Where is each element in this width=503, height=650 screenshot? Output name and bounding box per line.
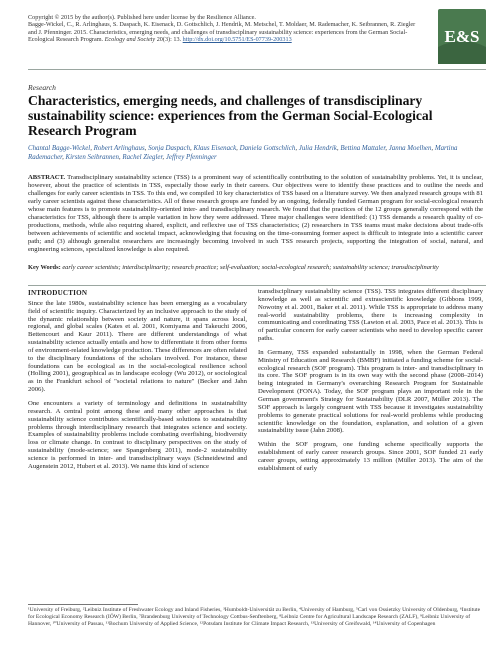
author-separator: , (118, 153, 123, 161)
footnote-rule (28, 604, 138, 605)
header-rule (28, 69, 486, 70)
journal-volume: 20(3): 13. (156, 36, 182, 44)
copyright-line: Copyright © 2015 by the author(s). Published here under license by the Resilience Alliance. (28, 14, 256, 21)
citation-header (28, 14, 424, 44)
author-name[interactable]: Julia Hendrik (298, 145, 337, 152)
left-column (28, 288, 247, 477)
author-name[interactable]: Sonja Daspach (148, 145, 191, 152)
author-separator: , (90, 145, 94, 152)
body-paragraph: In Germany, TSS expanded substantially in 1998, when the German Federal Ministry of Education and Research (BMBF) initiated a funding scheme for social-ecological research (SOF program). This program is inter- and transdisciplinary in its core. The SOF program is in its own way with the second phase (2008–2014) being integrated in Germany's overarching Research Program for Sustainable Development (FONA). Today, the SOF program plays an important role in the German government's Strategy for Sustainability (DLR 2007, Müller 2013). The SOF approach is largely congruent with TSS because it investigates sustainability problems to generate practical solutions for real-world problems while producing scientific knowledge on the foundation, explanation, and solution of a given sustainability issue (Jahn 2008). (258, 348, 483, 435)
right-column (258, 288, 483, 479)
body-paragraph: Within the SOF program, one funding scheme specifically supports the establishment of early career research groups. Since 2001, SOF funded 21 early career groups, setting approximately 13 million (Müller 2013). The aim of the establishment of early (258, 441, 483, 472)
author-separator: , (385, 145, 389, 152)
introduction-heading: INTRODUCTION (28, 289, 88, 297)
article-title: Characteristics, emerging needs, and challenges of transdisciplinary sustainability science: experiences from the German Social-Ecological Research Program (28, 93, 433, 139)
body-paragraph: One encounters a variety of terminology and definitions in sustainability research. A central point among these and many other approaches is that sustainability science contributes scientifically-based solutions to sustainability problems through interdisciplinary research that integrates science and society. Examples of sustainability problems include combating overfishing, biodiversity loss or climate change. In contrast to disciplinary perspectives on the study of sustainability (mode-science; see Spangenberg 2011), mode-2 sustainability science is performed in inter- and transdisciplinary ways (Schneidewind and Augenstein 2012, Hubert et al. 2013). We name this kind of science (28, 399, 247, 470)
author-separator: , (190, 145, 194, 152)
keywords-label: Key Words: (28, 264, 61, 271)
section-label: Research (28, 83, 56, 92)
author-name[interactable]: Martina Rademacher (28, 145, 458, 161)
author-name[interactable]: Robert Arlinghaus (93, 145, 145, 152)
author-name[interactable]: Jeffrey Pfenninger (165, 153, 217, 161)
journal-name: Ecology and Society (104, 36, 156, 44)
author-name[interactable]: Chantal Bagge-Wickel (28, 145, 91, 152)
author-separator: , (162, 153, 166, 161)
keywords-terms: early career scientists; interdisciplinarity; research practice; self-evaluation; social-ecological research; sustainability science; transdisciplinarity (62, 264, 439, 271)
author-name[interactable]: Janna Moelhen (388, 145, 432, 152)
doi-link[interactable]: http://dx.doi.org/10.5751/ES-07739-200313 (182, 36, 292, 44)
citation-text (28, 21, 424, 43)
author-name[interactable]: Bettina Mattaler (340, 145, 386, 152)
author-name[interactable]: Rachel Ziegler (122, 153, 163, 161)
abstract-label: ABSTRACT. (28, 174, 66, 181)
author-separator: , (295, 145, 299, 152)
journal-logo (438, 9, 486, 64)
author-name[interactable]: Kirsten Seibrannen (65, 153, 119, 161)
abstract-text: Transdisciplinary sustainability science (TSS) is a prominent way of scientifically contributing to the solution of sustainability problems. Yet, it is unclear, however, about the practice of scientists in TSS, especially those early in their careers. Our objectives were to identify these practices and to outline the needs and challenges for early career scientists in TSS. To this end, we compiled 10 key characteristics of TSS based on a literature survey. We then analyzed research groups with 81 early career scientists against these characteristics. All of these research groups are funded by an ongoing, federally funded German program for social-ecological research whose main features is to promote sustainability-oriented inter- and transdisciplinary research. We found that the practices of the 12 groups generally correspond with the characteristics for TSS, although there is ample variation in how they were addressed. Three major challenges were identified: (1) TSS demands a research quality of co-productions, methods, while also requiring shared, explicit, and reflexive use of TSS characteristics; (2) researchers in TSS teams must make decisions about trade-offs between achievements of scientific and societal impact, acknowledging that focusing on the time-consuming former aspect is difficult to integrate into a scientific career path; and (3) although generalist researchers are increasingly becoming involved in such TSS research projects, supporting the integration of social, natural, and engineering sciences, specialized knowledge is also required. (28, 174, 484, 253)
author-separator: , (236, 145, 240, 152)
author-list (28, 145, 483, 162)
abstract-rule (28, 285, 486, 286)
author-separator: , (431, 145, 435, 152)
body-paragraph: Since the late 1980s, sustainability science has been emerging as a vocabulary field of scientific inquiry. Characterized by an inclusive approach to the study of the dynamic relationship between society and nature, it spans across local, regional, and global scales (Kates et al. 2001, Komiyama and Takeuchi 2006, Bettencourt and Kaur 2011). There are different understandings of what sustainability science actually entails and how to differentiate it from other forms of environment-related knowledge production. These differences are often related to the disciplinary foundations of the scholars involved. For instance, these foundations can be ecological as in the social-ecological resilience school (Holling 2001), geographical as in landscape ecology (Wu 2012), or sociological as in the Frankfurt school of "societal relations to nature" (Becker and Jahn 2006). (28, 299, 247, 394)
author-separator: , (336, 145, 341, 152)
author-separator: , (62, 153, 66, 161)
affiliations-footnote: ¹University of Freiburg, ²Leibniz Institute of Freshwater Ecology and Inland Fisheries, ³Humboldt-Universität zu Berlin, ⁴University of Hamburg, ⁵Carl von Ossietzky University of Oldenburg, ⁶Institute for Ecological Economy Research (IÖW) Berlin, ⁷Brandenburg University of Technology Cottbus-Senftenberg, ⁸Leibniz Centre for Agricultural Landscape Research (ZALF), ⁹Leibniz University of Hannover, ¹⁰University of Passau, ¹¹Bochum University of Applied Science, ¹²Potsdam Institute for Climate Impact Research, ¹³University of Greifswald, ¹⁴University of Copenhagen (28, 607, 481, 627)
author-separator: , (144, 145, 149, 152)
citation-body: Bagge-Wickel, C., R. Arlinghaus, S. Daspach, K. Eisenack, D. Gottschlich, J. Hendrik, M. Metschel, T. Moldaer, M. Rademacher, K. Seibrannen, R. Ziegler and J. Pfenninger. 2015. Characteristics, emerging needs, and challenges of transdisciplinary sustainability science: experiences from the German Social-Ecological Research Program. (28, 21, 416, 44)
abstract (28, 174, 483, 254)
author-name[interactable]: Klaus Eisenack (193, 145, 237, 152)
logo-text: E&S (444, 27, 480, 46)
keywords (28, 264, 483, 272)
author-name[interactable]: Daniela Gottschlich (239, 145, 296, 152)
body-paragraph: transdisciplinary sustainability science (TSS). TSS integrates different disciplinary knowledge as well as scientific and extrascientific knowledge (Gibbons 1999, Nowotny et al. 2001, Baker et al. 2011). While TSS is appropriate to address many real-world sustainability problems, there is increasing complexity in communicating and coordinating TSS (Lawton et al. 2003, Pace et al. 2013). This is of particular concern for early career scientists who need to develop specific career paths. (258, 288, 483, 343)
